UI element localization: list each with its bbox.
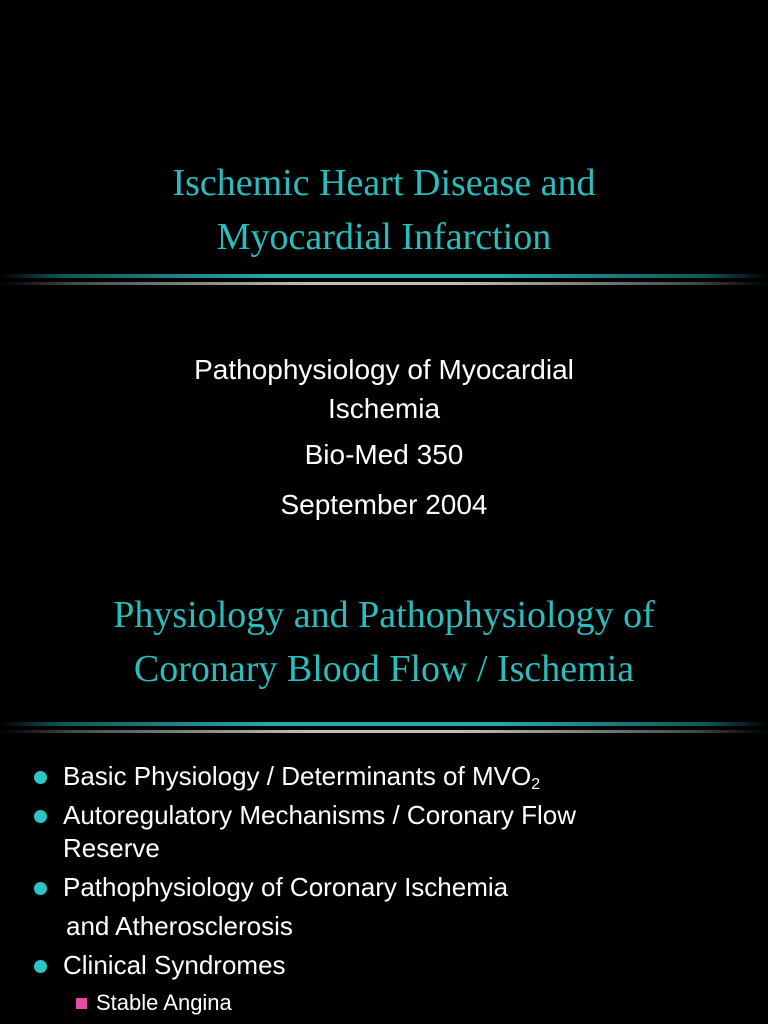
bullet-item [0,760,768,793]
slide-1-title-line-1: Ischemic Heart Disease and [172,162,596,204]
divider-grey-bar [0,730,768,733]
subtitle-line-3: Bio-Med 350 [304,439,464,470]
bullet-continuation: and Atherosclerosis [66,911,293,941]
slide-2-bullet-list [0,760,768,1018]
bullet-dot-icon [34,771,47,784]
bullet-dot-icon [34,882,47,895]
slide-2-title [0,588,768,696]
sub-bullet-text: Stable Angina [96,990,232,1015]
divider-teal-bar [0,274,768,278]
bullet-dot-icon [34,960,47,973]
subtitle-line-4: September 2004 [280,489,488,520]
bullet-item [0,799,768,832]
divider-grey-bar [0,282,768,285]
bullet-dot-icon [34,810,47,823]
bullet-text: Pathophysiology of Coronary Ischemia [63,872,509,902]
slide-1-title-line-2: Myocardial Infarction [216,216,552,258]
divider-teal-bar [0,722,768,726]
slide-2-title-line-1: Physiology and Pathophysiology of [113,594,655,636]
subtitle-line-2: Ischemia [327,393,441,424]
square-bullet-icon [76,998,87,1009]
slide-1-divider [0,274,768,288]
bullet-text: Basic Physiology / Determinants of MVO [63,761,532,791]
bullet-item [0,871,768,904]
subtitle-line-1: Pathophysiology of Myocardial [194,354,574,385]
bullet-text: Autoregulatory Mechanisms / Coronary Flow [63,800,576,830]
sub-bullet-item [0,988,768,1018]
slide-1-subtitle [0,352,768,530]
bullet-text: Clinical Syndromes [63,950,286,980]
slide-2-divider [0,722,768,736]
bullet-subscript: 2 [531,776,541,793]
slide-2-title-line-2: Coronary Blood Flow / Ischemia [133,648,635,690]
slide-1-title [0,156,768,264]
bullet-item [0,949,768,982]
bullet-continuation: Reserve [63,833,160,863]
